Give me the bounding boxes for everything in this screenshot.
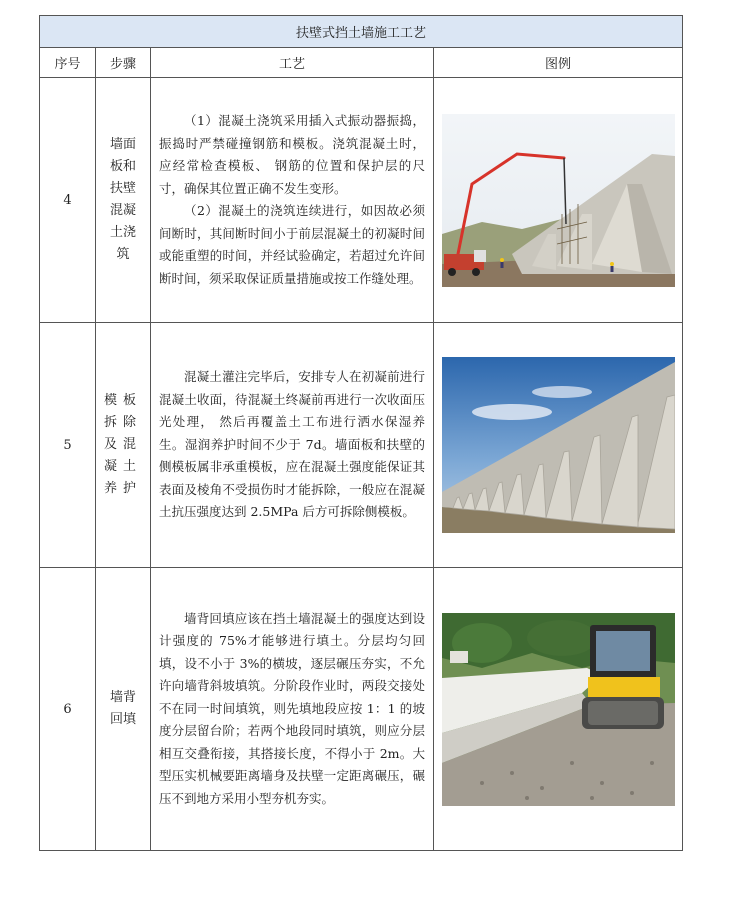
row-step-cell <box>96 568 151 851</box>
header-seq: 序号 <box>40 48 96 78</box>
table-row <box>40 78 683 323</box>
process-table <box>39 15 683 851</box>
finished-wall-photo <box>442 357 675 533</box>
row-step: 墙背回填 <box>110 690 137 727</box>
backfill-roller-photo <box>442 613 675 806</box>
row-step-cell <box>96 78 151 323</box>
concrete-pouring-photo <box>442 114 675 287</box>
process-paragraph: 墙背回填应该在挡土墙混凝土的强度达到设计强度的 75%才能够进行填土。分层均匀回填，设不小于 3%的横坡，逐层碾压夯实，不允许向墙背斜坡填筑。分阶段作业时，两段交接处不在同一时间填筑，则先填地段应按 1：1 的坡度分层留台阶；若两个地段同时填筑，则应分层相互交叠衔接，其搭接长度，不得小于 2m。大型压实机械要距离墙身及扶壁一定距离碾压，碾压不到地方采用小型夯机夯实。 <box>159 610 425 806</box>
row-step-cell <box>96 323 151 568</box>
row-figure <box>434 568 683 851</box>
table-row <box>40 568 683 851</box>
row-step: 模板拆除及混凝土养护 <box>104 393 143 496</box>
row-process <box>151 568 434 851</box>
table-row <box>40 323 683 568</box>
row-seq: 5 <box>40 323 96 568</box>
row-step: 墙面板和扶壁混凝土浇筑 <box>110 137 137 262</box>
table-title: 扶壁式挡土墙施工工艺 <box>40 16 683 48</box>
header-process: 工艺 <box>151 48 434 78</box>
process-paragraph: （1）混凝土浇筑采用插入式振动器振捣，振捣时严禁碰撞钢筋和模板。浇筑混凝土时， 应经常检查模板、 钢筋的位置和保护层的尺寸，确保其位置正确不发生变形。 <box>159 113 425 196</box>
row-figure <box>434 78 683 323</box>
row-process <box>151 323 434 568</box>
row-figure <box>434 323 683 568</box>
row-process <box>151 78 434 323</box>
process-paragraph: 混凝土灌注完毕后，安排专人在初凝前进行混凝土收面，待混凝土终凝前再进行一次收面压光处理， 然后再覆盖土工布进行洒水保湿养生。湿润养护时间不少于 7d。墙面板和扶壁的侧模板属非承重模板，应在混凝土强度能保证其表面及棱角不受损伤时才能拆除，一般应在混凝土抗压强度达到 2.5MPa 后方可拆除侧模板。 <box>159 369 425 520</box>
header-step: 步骤 <box>96 48 151 78</box>
header-figure: 图例 <box>434 48 683 78</box>
row-seq: 4 <box>40 78 96 323</box>
process-paragraph: （2）混凝土的浇筑连续进行，如因故必须间断时，其间断时间小于前层混凝土的初凝时间或能重塑的时间，并经试验确定，若超过允许间断时间，须采取保证质量措施或按工作缝处理。 <box>159 203 425 286</box>
row-seq: 6 <box>40 568 96 851</box>
